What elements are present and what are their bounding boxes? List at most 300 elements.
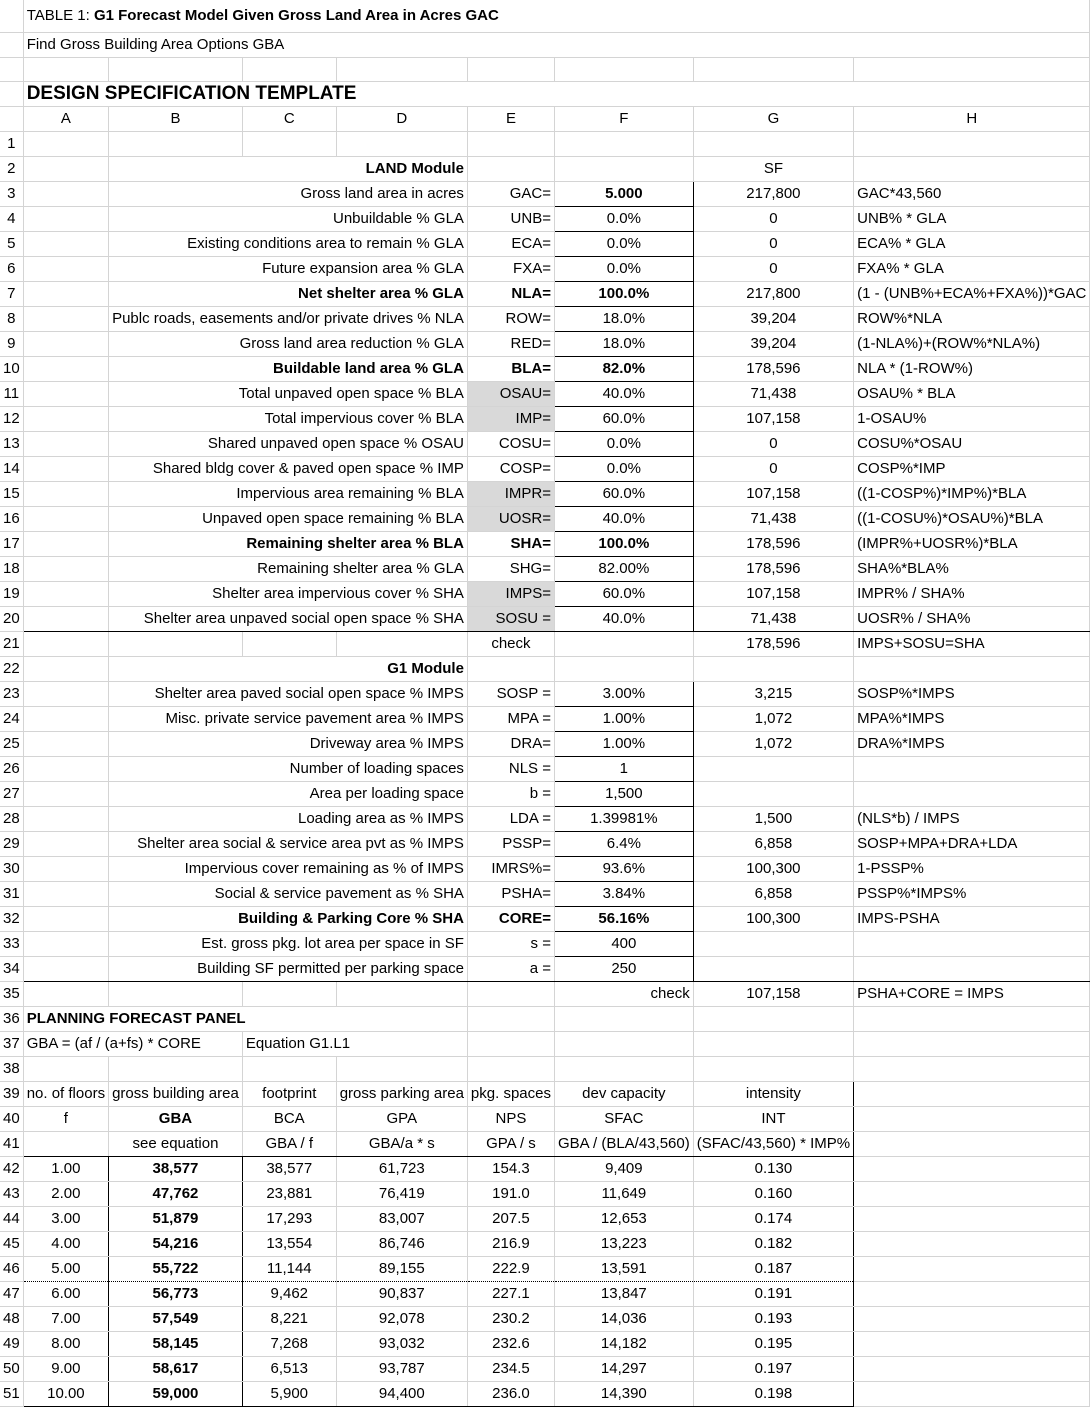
row-number[interactable]: 21: [0, 632, 23, 657]
land-code: IMP=: [467, 407, 554, 432]
empty-cell[interactable]: [242, 132, 336, 157]
forecast-cell-nps: 154.3: [467, 1157, 554, 1182]
row-number[interactable]: 36: [0, 1007, 23, 1032]
sheet-row: [0, 1307, 1090, 1332]
empty-cell[interactable]: [23, 907, 108, 932]
row-number[interactable]: 29: [0, 832, 23, 857]
row-number[interactable]: 51: [0, 1382, 23, 1407]
column-header-c[interactable]: C: [242, 107, 336, 132]
empty-cell[interactable]: [109, 982, 243, 1007]
land-code: BLA=: [467, 357, 554, 382]
empty-cell[interactable]: [23, 632, 108, 657]
empty-cell[interactable]: [854, 1082, 1090, 1107]
g1-sf: 1,500: [693, 807, 853, 832]
row-number[interactable]: 8: [0, 307, 23, 332]
forecast-cell-int: 0.193: [693, 1307, 853, 1332]
empty-cell[interactable]: [23, 407, 108, 432]
row-number[interactable]: 16: [0, 507, 23, 532]
empty-cell[interactable]: [467, 157, 554, 182]
land-sf: 0: [693, 457, 853, 482]
empty-cell[interactable]: [23, 157, 108, 182]
column-header-h[interactable]: H: [854, 107, 1090, 132]
empty-cell[interactable]: [693, 1007, 853, 1032]
empty-cell[interactable]: [467, 657, 554, 682]
empty-cell[interactable]: [854, 1207, 1090, 1232]
land-label: Gross land area reduction % GLA: [109, 332, 468, 357]
row-number[interactable]: 4: [0, 207, 23, 232]
equation-text: GBA = (af / (a+fs) * CORE: [23, 1032, 242, 1057]
empty-cell[interactable]: [854, 1382, 1090, 1407]
row-number[interactable]: 30: [0, 857, 23, 882]
empty-cell[interactable]: [693, 1057, 853, 1082]
sheet-row: [0, 982, 1090, 1007]
sheet-row: [0, 1282, 1090, 1307]
empty-cell[interactable]: [23, 682, 108, 707]
row-number[interactable]: 19: [0, 582, 23, 607]
empty-cell[interactable]: [23, 532, 108, 557]
empty-cell[interactable]: [854, 1357, 1090, 1382]
g1-value-input[interactable]: 93.6%: [554, 857, 693, 882]
land-label: Total impervious cover % BLA: [109, 407, 468, 432]
column-header-b[interactable]: B: [109, 107, 243, 132]
g1-sf: [693, 782, 853, 807]
column-header-g[interactable]: G: [693, 107, 853, 132]
forecast-cell-gpa: 92,078: [336, 1307, 467, 1332]
forecast-cell-gba: 58,617: [109, 1357, 243, 1382]
empty-cell[interactable]: [23, 757, 108, 782]
land-value-input[interactable]: 100.0%: [554, 532, 693, 557]
g1-value-input[interactable]: 1: [554, 757, 693, 782]
sheet-row: [0, 407, 1090, 432]
row-number[interactable]: 5: [0, 232, 23, 257]
empty-cell[interactable]: [23, 432, 108, 457]
land-code: SHG=: [467, 557, 554, 582]
empty-cell[interactable]: [467, 1032, 554, 1057]
row-number[interactable]: 17: [0, 532, 23, 557]
empty-cell[interactable]: [554, 1057, 693, 1082]
empty-cell[interactable]: [23, 982, 108, 1007]
empty-cell[interactable]: [554, 1007, 693, 1032]
sheet-row: [0, 532, 1090, 557]
land-value-input[interactable]: 18.0%: [554, 307, 693, 332]
empty-cell[interactable]: [854, 157, 1090, 182]
row-number[interactable]: 49: [0, 1332, 23, 1357]
land-value-input[interactable]: 0.0%: [554, 457, 693, 482]
forecast-header-code: GPA: [336, 1107, 467, 1132]
column-header-d[interactable]: D: [336, 107, 467, 132]
empty-cell[interactable]: [23, 1057, 108, 1082]
forecast-header-note: GPA / s: [467, 1132, 554, 1157]
land-label: Gross land area in acres: [109, 182, 468, 207]
empty-cell[interactable]: [854, 1232, 1090, 1257]
column-header-e[interactable]: E: [467, 107, 554, 132]
g1-code: NLS =: [467, 757, 554, 782]
forecast-cell-f: 3.00: [23, 1207, 108, 1232]
g1-formula: SOSP%*IMPS: [854, 682, 1090, 707]
empty-cell[interactable]: [23, 257, 108, 282]
sheet-row: [0, 382, 1090, 407]
land-value-input[interactable]: 82.00%: [554, 557, 693, 582]
empty-cell[interactable]: [336, 1057, 467, 1082]
row-number[interactable]: 7: [0, 282, 23, 307]
land-formula: 1-OSAU%: [854, 407, 1090, 432]
row-number[interactable]: 15: [0, 482, 23, 507]
empty-cell[interactable]: [336, 632, 467, 657]
empty-cell[interactable]: [109, 632, 243, 657]
row-number[interactable]: 28: [0, 807, 23, 832]
g1-code: PSHA=: [467, 882, 554, 907]
sheet-row: [0, 1332, 1090, 1357]
sheet-row: [0, 607, 1090, 632]
g1-formula: (NLS*b) / IMPS: [854, 807, 1090, 832]
forecast-cell-gba: 57,549: [109, 1307, 243, 1332]
row-number[interactable]: 6: [0, 257, 23, 282]
empty-cell[interactable]: [554, 632, 693, 657]
forecast-cell-gpa: 89,155: [336, 1257, 467, 1282]
forecast-cell-gba: 51,879: [109, 1207, 243, 1232]
land-code: ECA=: [467, 232, 554, 257]
row-number[interactable]: 18: [0, 557, 23, 582]
land-label: Total unpaved open space % BLA: [109, 382, 468, 407]
equation-label: Equation G1.L1: [242, 1032, 467, 1057]
empty-cell[interactable]: [23, 332, 108, 357]
sheet-row: [0, 157, 1090, 182]
empty-cell[interactable]: [242, 982, 336, 1007]
g1-formula: 1-PSSP%: [854, 857, 1090, 882]
row-number[interactable]: 44: [0, 1207, 23, 1232]
g1-value-input[interactable]: 3.00%: [554, 682, 693, 707]
empty-cell[interactable]: [854, 1132, 1090, 1157]
land-sf: 0: [693, 432, 853, 457]
empty-cell[interactable]: [23, 932, 108, 957]
land-sf: 178,596: [693, 357, 853, 382]
g1-sf: 6,858: [693, 882, 853, 907]
land-formula: NLA * (1-ROW%): [854, 357, 1090, 382]
forecast-cell-sfac: 13,847: [554, 1282, 693, 1307]
g1-sf: 1,072: [693, 732, 853, 757]
land-label: Remaining shelter area % GLA: [109, 557, 468, 582]
land-label: Shelter area impervious cover % SHA: [109, 582, 468, 607]
sheet-row: [0, 1207, 1090, 1232]
empty-cell[interactable]: [693, 1032, 853, 1057]
sheet-row: [0, 1032, 1090, 1057]
empty-cell[interactable]: [23, 182, 108, 207]
sheet-row: [0, 757, 1090, 782]
empty-cell[interactable]: [23, 507, 108, 532]
row-number[interactable]: 10: [0, 357, 23, 382]
g1-formula: [854, 932, 1090, 957]
row-number[interactable]: 42: [0, 1157, 23, 1182]
row-number[interactable]: 26: [0, 757, 23, 782]
land-label: Shared bldg cover & paved open space % IMP: [109, 457, 468, 482]
empty-cell[interactable]: [23, 382, 108, 407]
land-formula: (1 - (UNB%+ECA%+FXA%))*GAC: [854, 282, 1090, 307]
empty-cell[interactable]: [23, 857, 108, 882]
land-value-input[interactable]: 60.0%: [554, 407, 693, 432]
row-number[interactable]: 34: [0, 957, 23, 982]
row-number[interactable]: 35: [0, 982, 23, 1007]
empty-cell[interactable]: [854, 1182, 1090, 1207]
row-number[interactable]: 41: [0, 1132, 23, 1157]
empty-cell[interactable]: [854, 1032, 1090, 1057]
forecast-cell-gpa: 93,032: [336, 1332, 467, 1357]
empty-cell[interactable]: [467, 982, 554, 1007]
land-value-input[interactable]: 0.0%: [554, 257, 693, 282]
column-header-a[interactable]: A: [23, 107, 108, 132]
sheet-row: [0, 482, 1090, 507]
g1-value-input[interactable]: 6.4%: [554, 832, 693, 857]
land-sf: 0: [693, 232, 853, 257]
land-formula: GAC*43,560: [854, 182, 1090, 207]
land-value-input[interactable]: 40.0%: [554, 507, 693, 532]
forecast-cell-f: 7.00: [23, 1307, 108, 1332]
forecast-header-note: [23, 1132, 108, 1157]
forecast-cell-sfac: 14,390: [554, 1382, 693, 1407]
row-number[interactable]: 2: [0, 157, 23, 182]
forecast-cell-bca: 7,268: [242, 1332, 336, 1357]
empty-cell[interactable]: [23, 882, 108, 907]
empty-cell[interactable]: [854, 132, 1090, 157]
empty-cell[interactable]: [242, 1057, 336, 1082]
sheet-subtitle: Find Gross Building Area Options GBA: [23, 33, 1090, 58]
land-formula: COSU%*OSAU: [854, 432, 1090, 457]
row-number[interactable]: 47: [0, 1282, 23, 1307]
land-code: UNB=: [467, 207, 554, 232]
forecast-cell-gba: 47,762: [109, 1182, 243, 1207]
row-number[interactable]: 33: [0, 932, 23, 957]
forecast-cell-sfac: 12,653: [554, 1207, 693, 1232]
empty-cell[interactable]: [854, 1157, 1090, 1182]
land-label: Existing conditions area to remain % GLA: [109, 232, 468, 257]
g1-value-input[interactable]: 250: [554, 957, 693, 982]
row-number[interactable]: 40: [0, 1107, 23, 1132]
empty-cell[interactable]: [23, 232, 108, 257]
g1-formula: [854, 757, 1090, 782]
check-formula: IMPS+SOSU=SHA: [854, 632, 1090, 657]
sheet-row: [0, 132, 1090, 157]
empty-cell[interactable]: [23, 957, 108, 982]
forecast-cell-gba: 58,145: [109, 1332, 243, 1357]
row-number[interactable]: 48: [0, 1307, 23, 1332]
sf-header: SF: [693, 157, 853, 182]
empty-cell[interactable]: [23, 732, 108, 757]
land-formula: SHA%*BLA%: [854, 557, 1090, 582]
empty-cell[interactable]: [854, 1332, 1090, 1357]
row-number[interactable]: 11: [0, 382, 23, 407]
empty-cell[interactable]: [854, 1107, 1090, 1132]
row-number[interactable]: 39: [0, 1082, 23, 1107]
sheet-row: [0, 1157, 1090, 1182]
empty-cell[interactable]: [109, 1057, 243, 1082]
empty-cell[interactable]: [23, 207, 108, 232]
empty-cell[interactable]: [23, 707, 108, 732]
forecast-header-caption: gross building area: [109, 1082, 243, 1107]
empty-cell[interactable]: [336, 982, 467, 1007]
empty-cell[interactable]: [854, 1307, 1090, 1332]
g1-formula: DRA%*IMPS: [854, 732, 1090, 757]
row-number[interactable]: 50: [0, 1357, 23, 1382]
g1-code: LDA =: [467, 807, 554, 832]
forecast-header-note: GBA / f: [242, 1132, 336, 1157]
land-value-input[interactable]: 0.0%: [554, 432, 693, 457]
sheet-row: [0, 857, 1090, 882]
sheet-row: [0, 1107, 1090, 1132]
sheet-row: [0, 1082, 1090, 1107]
column-header-f[interactable]: F: [554, 107, 693, 132]
land-formula: (1-NLA%)+(ROW%*NLA%): [854, 332, 1090, 357]
forecast-header-caption: dev capacity: [554, 1082, 693, 1107]
g1-code: MPA =: [467, 707, 554, 732]
empty-cell[interactable]: [23, 457, 108, 482]
empty-cell[interactable]: [23, 307, 108, 332]
row-number[interactable]: 23: [0, 682, 23, 707]
forecast-cell-f: 8.00: [23, 1332, 108, 1357]
empty-cell[interactable]: [23, 482, 108, 507]
empty-cell[interactable]: [23, 782, 108, 807]
sheet-row: [0, 707, 1090, 732]
row-number[interactable]: 13: [0, 432, 23, 457]
forecast-cell-sfac: 13,223: [554, 1232, 693, 1257]
g1-value-input[interactable]: 1.00%: [554, 707, 693, 732]
g1-value-input[interactable]: 1,500: [554, 782, 693, 807]
empty-cell[interactable]: [23, 657, 108, 682]
row-number[interactable]: 12: [0, 407, 23, 432]
forecast-cell-gpa: 83,007: [336, 1207, 467, 1232]
land-label: Shelter area unpaved social open space % SHA: [109, 607, 468, 632]
empty-cell[interactable]: [467, 1007, 554, 1032]
row-number[interactable]: 46: [0, 1257, 23, 1282]
forecast-cell-gpa: 93,787: [336, 1357, 467, 1382]
empty-cell[interactable]: [554, 132, 693, 157]
empty-cell[interactable]: [23, 132, 108, 157]
land-value-input[interactable]: 18.0%: [554, 332, 693, 357]
land-value-input[interactable]: 82.0%: [554, 357, 693, 382]
empty-cell[interactable]: [854, 1257, 1090, 1282]
land-code: UOSR=: [467, 507, 554, 532]
forecast-cell-nps: 236.0: [467, 1382, 554, 1407]
row-number[interactable]: 32: [0, 907, 23, 932]
empty-cell[interactable]: [23, 557, 108, 582]
forecast-cell-int: 0.195: [693, 1332, 853, 1357]
land-sf: 107,158: [693, 407, 853, 432]
forecast-cell-nps: 234.5: [467, 1357, 554, 1382]
row-number[interactable]: 24: [0, 707, 23, 732]
empty-cell[interactable]: [467, 1057, 554, 1082]
forecast-cell-bca: 38,577: [242, 1157, 336, 1182]
land-value-input[interactable]: 40.0%: [554, 607, 693, 632]
land-sf: 107,158: [693, 582, 853, 607]
forecast-header-caption: intensity: [693, 1082, 853, 1107]
empty-cell[interactable]: [23, 807, 108, 832]
forecast-cell-f: 1.00: [23, 1157, 108, 1182]
land-sf: 39,204: [693, 332, 853, 357]
sheet-row: [0, 457, 1090, 482]
sheet-row: [0, 1182, 1090, 1207]
sheet-row: [0, 332, 1090, 357]
row-number[interactable]: 14: [0, 457, 23, 482]
g1-value-input[interactable]: 1.39981%: [554, 807, 693, 832]
empty-cell[interactable]: [23, 607, 108, 632]
forecast-cell-gpa: 76,419: [336, 1182, 467, 1207]
empty-cell[interactable]: [554, 157, 693, 182]
empty-cell[interactable]: [467, 132, 554, 157]
land-sf: 0: [693, 257, 853, 282]
row-number[interactable]: 31: [0, 882, 23, 907]
g1-value-input[interactable]: 1.00%: [554, 732, 693, 757]
forecast-cell-nps: 230.2: [467, 1307, 554, 1332]
forecast-cell-sfac: 14,297: [554, 1357, 693, 1382]
row-number[interactable]: 43: [0, 1182, 23, 1207]
row-number[interactable]: 9: [0, 332, 23, 357]
forecast-cell-bca: 11,144: [242, 1257, 336, 1282]
sheet-row: [0, 582, 1090, 607]
land-value-input[interactable]: 0.0%: [554, 207, 693, 232]
forecast-cell-f: 6.00: [23, 1282, 108, 1307]
forecast-cell-sfac: 9,409: [554, 1157, 693, 1182]
empty-cell[interactable]: [854, 657, 1090, 682]
land-value-input[interactable]: 60.0%: [554, 482, 693, 507]
land-value-input[interactable]: 100.0%: [554, 282, 693, 307]
g1-label: Est. gross pkg. lot area per space in SF: [109, 932, 468, 957]
empty-cell[interactable]: [554, 1032, 693, 1057]
land-value-input[interactable]: 0.0%: [554, 232, 693, 257]
g1-sf: 6,858: [693, 832, 853, 857]
row-number[interactable]: 45: [0, 1232, 23, 1257]
sheet-row: [0, 632, 1090, 657]
empty-cell[interactable]: [23, 282, 108, 307]
empty-cell[interactable]: [242, 632, 336, 657]
row-number[interactable]: 38: [0, 1057, 23, 1082]
empty-cell[interactable]: [23, 582, 108, 607]
land-value-input[interactable]: 40.0%: [554, 382, 693, 407]
empty-cell[interactable]: [336, 132, 467, 157]
g1-value-input[interactable]: 3.84%: [554, 882, 693, 907]
land-code: GAC=: [467, 182, 554, 207]
land-sf: 178,596: [693, 532, 853, 557]
row-number[interactable]: 3: [0, 182, 23, 207]
land-code: FXA=: [467, 257, 554, 282]
row-number[interactable]: 1: [0, 132, 23, 157]
row-number[interactable]: 25: [0, 732, 23, 757]
land-sf: 178,596: [693, 557, 853, 582]
forecast-header-caption: footprint: [242, 1082, 336, 1107]
row-number[interactable]: 20: [0, 607, 23, 632]
empty-cell[interactable]: [554, 657, 693, 682]
empty-cell[interactable]: [23, 357, 108, 382]
empty-cell[interactable]: [23, 832, 108, 857]
land-formula: UNB% * GLA: [854, 207, 1090, 232]
g1-value-input[interactable]: 400: [554, 932, 693, 957]
forecast-header-note: GBA / (BLA/43,560): [554, 1132, 693, 1157]
g1-value-input[interactable]: 56.16%: [554, 907, 693, 932]
land-value-input[interactable]: 5.000: [554, 182, 693, 207]
empty-cell[interactable]: [109, 132, 243, 157]
g1-formula: IMPS-PSHA: [854, 907, 1090, 932]
empty-cell[interactable]: [693, 657, 853, 682]
empty-cell[interactable]: [854, 1007, 1090, 1032]
forecast-cell-gba: 56,773: [109, 1282, 243, 1307]
empty-cell[interactable]: [854, 1282, 1090, 1307]
row-number[interactable]: 22: [0, 657, 23, 682]
row-number[interactable]: 37: [0, 1032, 23, 1057]
forecast-cell-f: 10.00: [23, 1382, 108, 1407]
forecast-header-code: GBA: [109, 1107, 243, 1132]
sheet-row: [0, 732, 1090, 757]
empty-cell[interactable]: [693, 132, 853, 157]
empty-cell[interactable]: [854, 1057, 1090, 1082]
land-value-input[interactable]: 60.0%: [554, 582, 693, 607]
row-number[interactable]: 27: [0, 782, 23, 807]
